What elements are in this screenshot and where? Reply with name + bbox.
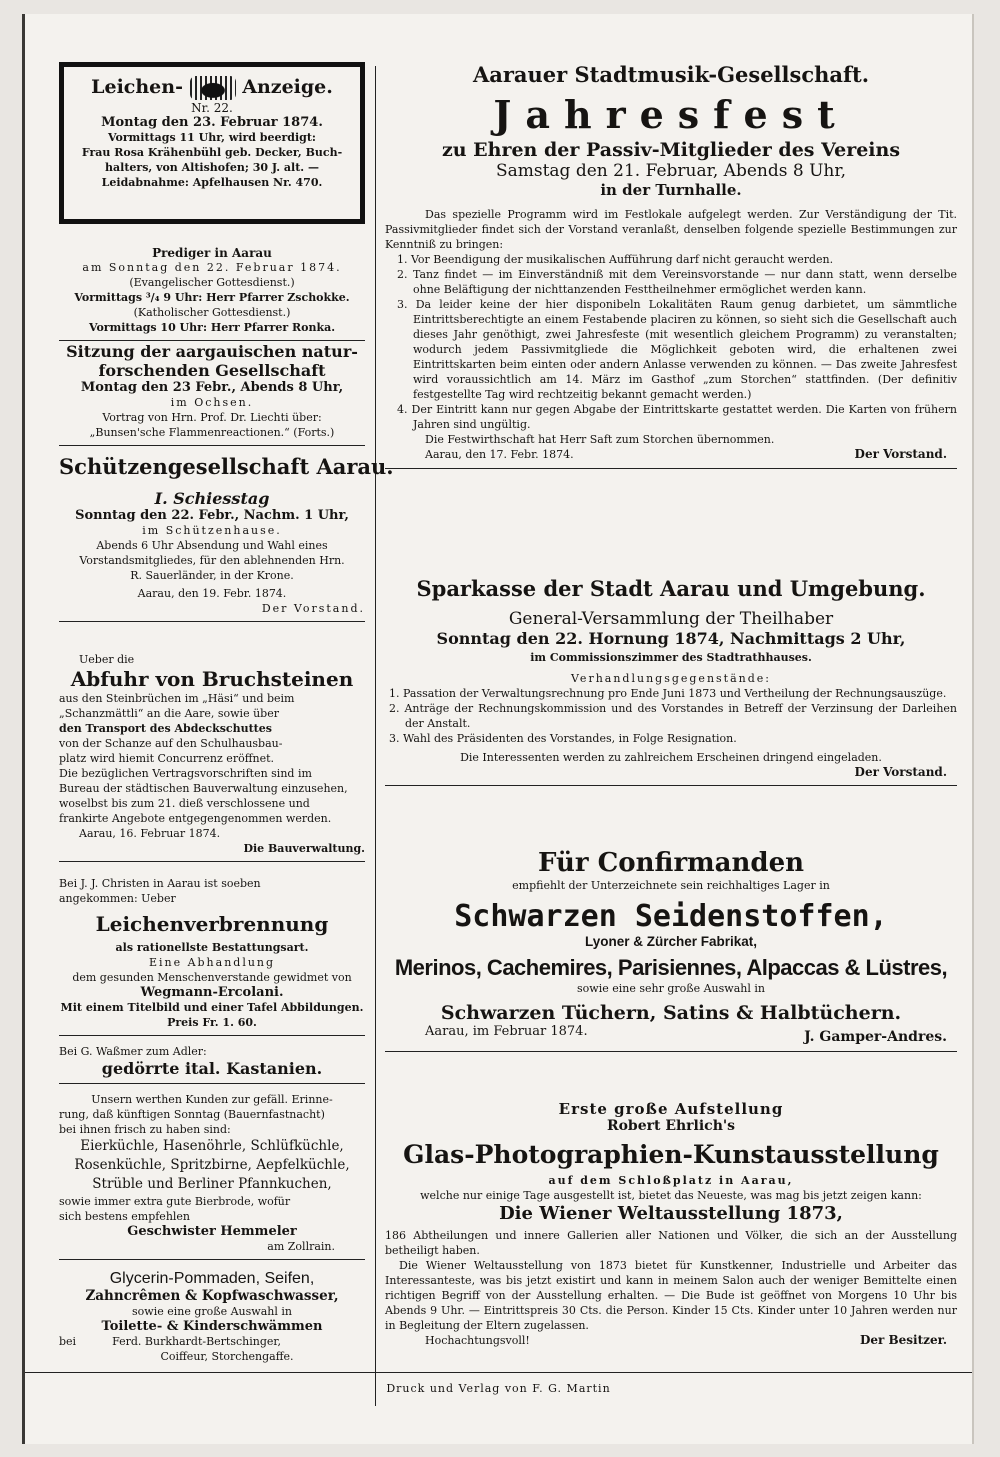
shooting-line-2: Vorstandsmitgliedes, für den ablehnenden Hrn. — [79, 554, 345, 567]
stones-pre: Ueber die — [79, 653, 135, 666]
silk-big-2: Merinos, Cachemires, Parisiennes, Alpaccas & Lüstres, — [394, 955, 948, 980]
stones-title: Abfuhr von Bruchsteinen — [70, 667, 354, 691]
preacher-date: am Sonntag den 22. Februar 1874. — [82, 261, 342, 274]
stones-line-6: Die bezüglichen Vertragsvorschriften sind im — [59, 767, 312, 780]
music-sub: zu Ehren der Passiv-Mitglieder des Vereins — [441, 139, 901, 161]
bank-sign: Der Vorstand. — [854, 765, 947, 779]
photo-notice — [385, 1100, 957, 1349]
shooting-sign: Der Vorstand. — [261, 602, 365, 615]
cremation-line-5: Mit einem Titelbild und einer Tafel Abbildungen. — [60, 1001, 364, 1014]
bakery-line-7: sowie immer extra gute Bierbrode, wofür — [59, 1195, 291, 1208]
bank-notice — [385, 576, 957, 791]
stones-line-10: Aarau, 16. Februar 1874. — [79, 827, 221, 840]
shooting-title: Schützengesellschaft Aarau. — [59, 454, 394, 479]
music-title: Jahresfest — [493, 92, 849, 137]
bank-title: Sparkasse der Stadt Aarau und Umgebung. — [416, 576, 926, 601]
chestnuts-notice — [59, 1044, 365, 1089]
preacher-line-4: Vormittags 10 Uhr: Herr Pfarrer Ronka. — [88, 321, 336, 334]
bank-item-2: 2. Anträge der Rechnungskommission und des Vorstandes in Betreff der Verzinsung der Darleihen der Anstalt. — [389, 702, 957, 730]
silk-notice — [385, 848, 957, 1057]
photo-line-3: auf dem Schloßplatz in Aarau, — [548, 1174, 794, 1187]
bank-item-3: 3. Wahl des Präsidenten des Vorstandes, in Folge Resignation. — [389, 732, 737, 745]
music-item-2: 2. Tanz findet — im Einverständniß mit dem Vereinsvorstande — nur dann statt, wenn derselbe ohne Beläftigung der nichttanzenden Festtheilnehmer ermöglichet werden kann. — [397, 268, 957, 296]
bank-place: im Commissionszimmer des Stadtrathhauses. — [530, 651, 812, 664]
glycerin-job: Coiffeur, Storchengaffe. — [160, 1350, 294, 1363]
shooting-line-3: R. Sauerländer, in der Krone. — [130, 569, 294, 582]
bakery-line-3: bei ihnen frisch zu haben sind: — [59, 1123, 231, 1136]
cremation-line-1: Bei J. J. Christen in Aarau ist soeben — [59, 877, 261, 890]
cremation-line-4: dem gesunden Menschenverstande gewidmet von — [72, 971, 352, 984]
right-column — [367, 14, 959, 1444]
silk-line-2: Lyoner & Zürcher Fabrikat, — [584, 934, 758, 949]
bakery-line-6: Strüble und Berliner Pfannkuchen, — [92, 1176, 332, 1192]
stones-line-8: woselbst bis zum 21. dieß verschlossene und — [59, 797, 310, 810]
shooting-place: im Schützenhause. — [142, 524, 282, 537]
cremation-sub: als rationellste Bestattungsart. — [115, 941, 309, 954]
silk-title: Für Confirmanden — [537, 848, 805, 878]
bank-sub: General-Versammlung der Theilhaber — [508, 609, 834, 629]
bakery-place: am Zollrain. — [267, 1240, 335, 1253]
shooting-sub: I. Schiesstag — [154, 489, 270, 508]
death-title-a: Leichen- — [91, 76, 183, 98]
cremation-line-3: Eine Abhandlung — [148, 956, 276, 969]
newspaper-page — [22, 14, 974, 1444]
death-line-3: halters, von Altishofen; 30 J. alt. — — [105, 161, 319, 174]
silk-date: Aarau, im Februar 1874. — [425, 1024, 588, 1039]
glycerin-title-3: Toilette- & Kinderschwämmen — [101, 1319, 323, 1334]
stones-line-5: platz wird hiemit Concurrenz eröffnet. — [59, 752, 275, 765]
music-item-1: 1. Vor Beendigung der musikalischen Aufführung darf nicht geraucht werden. — [397, 253, 834, 266]
society-date: Montag den 23 Febr., Abends 8 Uhr, — [80, 380, 344, 395]
footer-rule — [25, 1372, 972, 1373]
photo-line-4: welche nur einige Tage ausgestellt ist, bietet das Neueste, was mag bis jetzt zeigen kann: — [420, 1189, 922, 1202]
cremation-title: Leichenverbrennung — [95, 912, 329, 936]
stones-line-3: den Transport des Abdeckschuttes — [59, 722, 272, 735]
death-notice — [59, 62, 365, 224]
stones-line-2: „Schanzmättli“ an die Aare, sowie über — [59, 707, 279, 720]
bakery-line-5: Rosenküchle, Spritzbirne, Aepfelküchle, — [74, 1157, 350, 1173]
music-intro: Das spezielle Programm wird im Festlokale aufgelegt werden. Zur Verständigung der Tit. Passivmitglieder findet sich der Vorstand veranlaßt, denselben folgende spezielle Bestimmungen zur Kenntniß zu bringen: — [385, 208, 957, 251]
photo-line-2: Robert Ehrlich's — [606, 1118, 736, 1134]
glycerin-notice — [59, 1270, 365, 1364]
music-item-4: 4. Der Eintritt kann nur gegen Abgabe der Eintrittskarte gestattet werden. Die Karten von frühern Jahren sind ungültig. — [397, 403, 957, 431]
preacher-title: Prediger in Aarau — [152, 246, 272, 260]
cremation-price: Preis Fr. 1. 60. — [167, 1016, 257, 1029]
stones-line-9: frankirte Angebote entgegengenommen werden. — [59, 812, 332, 825]
preacher-line-1: (Evangelischer Gottesdienst.) — [129, 276, 295, 289]
photo-para-3: Hochachtungsvoll! — [425, 1334, 530, 1347]
death-date: Montag den 23. Februar 1874. — [101, 115, 323, 130]
chestnuts-title: gedörrte ital. Kastanien. — [101, 1059, 323, 1078]
glycerin-line-1: sowie eine große Auswahl in — [132, 1305, 292, 1318]
death-line-2: Frau Rosa Krähenbühl geb. Decker, Buch- — [81, 146, 343, 159]
photo-para-1: 186 Abtheilungen und innere Gallerien aller Nationen und Völker, die sich an der Ausstellung betheiligt haben. — [385, 1229, 957, 1257]
bank-agenda: Verhandlungsgegenstände: — [571, 672, 771, 685]
stones-line-1: aus den Steinbrüchen im „Häsi“ und beim — [59, 692, 295, 705]
cremation-line-2: angekommen: Ueber — [59, 892, 176, 905]
silk-line-1: empfiehlt der Unterzeichnete sein reichhaltiges Lager in — [512, 879, 830, 892]
bakery-line-1: Unsern werthen Kunden zur gefäll. Erinne- — [91, 1093, 333, 1106]
imprint-footer: Druck und Verlag von F. G. Martin — [386, 1382, 611, 1395]
society-title-1: Sitzung der aargauischen natur- — [66, 342, 358, 361]
society-line-1: Vortrag von Hrn. Prof. Dr. Liechti über: — [102, 411, 322, 424]
death-line-1: Vormittags 11 Uhr, wird beerdigt: — [107, 131, 316, 144]
stones-line-4: von der Schanze auf den Schulhausbau- — [59, 737, 283, 750]
society-title-2: forschenden Gesellschaft — [98, 361, 326, 380]
bakery-sign: Geschwister Hemmeler — [127, 1224, 297, 1239]
cremation-author: Wegmann-Ercolani. — [140, 985, 284, 1000]
bank-date: Sonntag den 22. Hornung 1874, Nachmittags 2 Uhr, — [436, 629, 906, 648]
music-notice — [385, 62, 957, 474]
death-line-4: Leidabnahme: Apfelhausen Nr. 470. — [101, 176, 323, 189]
photo-title: Glas-Photographien-Kunstausstellung — [403, 1140, 939, 1169]
glycerin-name: Ferd. Burkhardt-Bertschinger, — [112, 1335, 281, 1348]
music-sign: Der Vorstand. — [854, 447, 947, 461]
music-org: Aarauer Stadtmusik-Gesellschaft. — [472, 62, 870, 87]
glycerin-title: Glycerin-Pommaden, Seifen, — [109, 1270, 315, 1287]
music-date: Samstag den 21. Februar, Abends 8 Uhr, — [495, 161, 847, 181]
bank-text: Die Interessenten werden zu zahlreichem Erscheinen dringend eingeladen. — [460, 751, 882, 764]
society-place: im Ochsen. — [170, 396, 254, 409]
shooting-notice — [59, 454, 394, 627]
silk-big: Schwarzen Seidenstoffen, — [454, 899, 888, 934]
silk-title-3: Schwarzen Tüchern, Satins & Halbtüchern. — [440, 1002, 902, 1024]
music-catering: Die Festwirthschaft hat Herr Saft zum Storchen übernommen. — [425, 433, 775, 446]
silk-line-3: sowie eine sehr große Auswahl in — [577, 982, 765, 995]
photo-para-2: Die Wiener Weltausstellung von 1873 bietet für Kunstkenner, Industrielle und Arbeiter das Interessanteste, was bis jetzt existirt und kann in meinem Salon auch der weniger Bemittelte einen richtigen Begriff von der Ausstellung erhalten. — Die Bude ist geöffnet von Morgens 10 Uhr bis Abends 9 Uhr. — Eintrittspreis 30 Cts. die Person. Kinder 15 Cts. Kinder unter 10 Jahren werden nur in Begleitung der Eltern zugelassen. — [385, 1259, 957, 1332]
bakery-line-2: rung, daß künftigen Sonntag (Bauernfastnacht) — [59, 1108, 325, 1121]
stones-line-7: Bureau der städtischen Bauverwaltung einzusehen, — [59, 782, 348, 795]
shooting-date: Sonntag den 22. Febr., Nachm. 1 Uhr, — [75, 508, 349, 523]
glycerin-line-2: bei — [59, 1335, 77, 1348]
glycerin-title-2: Zahncrêmen & Kopfwaschwasser, — [85, 1288, 339, 1304]
death-number: Nr. 22. — [191, 101, 233, 115]
preacher-line-2: Vormittags ³/₄ 9 Uhr: Herr Pfarrer Zschokke. — [74, 291, 350, 304]
stones-sign: Die Bauverwaltung. — [243, 842, 365, 855]
ornament-icon — [190, 76, 236, 100]
music-date-2: Aarau, den 17. Febr. 1874. — [425, 448, 574, 461]
photo-line-1: Erste große Aufstellung — [558, 1100, 784, 1118]
shooting-line-1: Abends 6 Uhr Absendung und Wahl eines — [96, 539, 328, 552]
bakery-line-4: Eierküchle, Hasenöhrle, Schlüfküchle, — [80, 1138, 344, 1154]
left-column — [59, 14, 394, 1444]
society-line-2: „Bunsen'sche Flammenreactionen.“ (Forts.) — [89, 426, 335, 439]
music-place: in der Turnhalle. — [600, 181, 742, 199]
stones-notice — [59, 652, 365, 867]
preacher-line-3: (Katholischer Gottesdienst.) — [133, 306, 291, 319]
bank-item-1: 1. Passation der Verwaltungsrechnung pro Ende Juni 1873 und Vertheilung der Rechnungsauszüge. — [389, 687, 947, 700]
society-notice — [59, 342, 365, 451]
silk-sign: J. Gamper-Andres. — [804, 1029, 947, 1045]
music-item-3: 3. Da leider keine der hier disponibeln Lokalitäten Raum genug darbietet, um sämmtliche Eintrittsberechtigte an einem Festabende placiren zu können, so sieht sich die Gesellschaft auch dieses Jahr genöthigt, zwei Jahresfeste (mit wesentlich gleichem Programm) zu veranstalten; wodurch jedem Passivmitgliede die Möglichkeit geboten wird, die erhaltenen zwei Eintrittskarten beim einten oder andern Anlasse verwenden zu können. — Das zweite Jahresfest wird voraussichtlich am 14. März im Gasthof „zum Storchen“ stattfinden. (Der definitiv festgestellte Tag wird rechtzeitig bekannt gemacht werden.) — [397, 298, 957, 401]
preacher-notice — [59, 246, 365, 346]
cremation-notice — [59, 876, 365, 1041]
death-title-b: Anzeige. — [242, 76, 333, 98]
bakery-notice — [59, 1092, 365, 1265]
photo-sign: Der Besitzer. — [859, 1333, 947, 1347]
chestnuts-line-1: Bei G. Waßmer zum Adler: — [59, 1045, 207, 1058]
bakery-line-8: sich bestens empfehlen — [59, 1210, 191, 1223]
shooting-line-4: Aarau, den 19. Febr. 1874. — [137, 587, 287, 600]
photo-title-2: Die Wiener Weltausstellung 1873, — [499, 1203, 843, 1224]
